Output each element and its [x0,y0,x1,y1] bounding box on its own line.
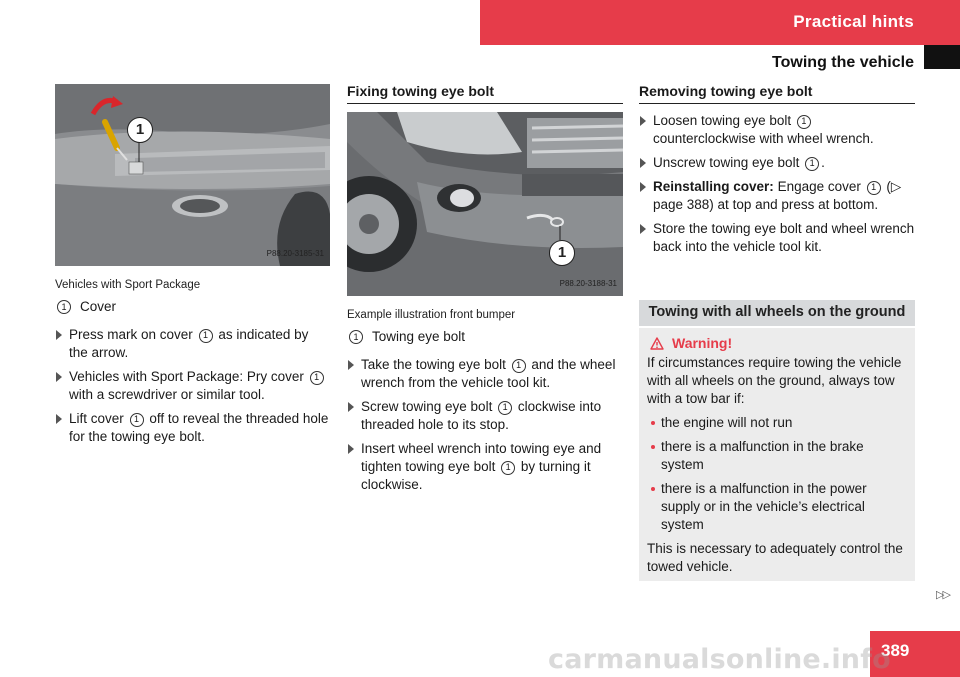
step-1 [347,356,623,392]
step-text: with a screwdriver or similar tool. [69,387,265,402]
step-ref-number: 1 [501,461,515,475]
photo-code: P88.20-3188-31 [559,279,617,288]
step-text: and the wheel wrench from the vehicle tool kit. [361,357,616,390]
step-3 [347,440,623,494]
photo-caption: Example illustration front bumper [347,309,516,321]
step-ref-number: 1 [797,115,811,129]
step-3 [639,178,915,214]
section-title-removing: Removing towing eye bolt [639,82,915,104]
photo-rear-bumper [55,84,330,266]
step-3 [55,410,330,446]
box-title-towing: Towing with all wheels on the ground [639,300,915,326]
header-subsection-title: Towing the vehicle [772,54,914,71]
step-text: Lift cover [69,411,124,426]
step-ref-number: 1 [805,157,819,171]
step-text: Take the towing eye bolt [361,357,506,372]
column-fixing [347,82,623,494]
step-2 [55,368,330,404]
column-removing [639,82,915,581]
legend-item [55,298,330,316]
warning-triangle-icon [650,337,664,350]
next-page-arrow-icon: ▷▷ [936,589,949,601]
page-number: 389 [881,641,910,660]
photo-code: P88.20-3185-31 [266,249,324,258]
warning-item: there is a malfunction in the power supply or in the vehicle’s electrical system [647,480,907,534]
step-text: off to reveal the threaded hole for the towing eye bolt. [69,411,329,444]
column-cover [55,84,330,446]
photo-caption: Vehicles with Sport Package [55,279,201,291]
step-text: Screw towing eye bolt [361,399,493,414]
photo-marker-1: 1 [127,117,153,143]
warning-intro: If circumstances require towing the vehicle with all wheels on the ground, always tow with a tow bar if: [647,355,902,406]
step-text: counterclockwise with wheel wrench. [653,131,874,146]
step-ref-number: 1 [867,181,881,195]
legend-label: Cover [80,299,117,314]
photo-marker-1: 1 [549,240,575,266]
step-text: by turning it clockwise. [361,459,591,492]
watermark: carmanualsonline.info [548,644,891,675]
photo-front-bumper [347,112,623,296]
header-section-band [480,0,960,45]
warning-item: the engine will not run [647,414,907,432]
step-text: Vehicles with Sport Package: Pry cover [69,369,304,384]
step-ref-number: 1 [498,401,512,415]
step-4 [639,220,915,256]
step-ref-number: 1 [130,413,144,427]
warning-outro: This is necessary to adequately control the towed vehicle. [647,541,903,574]
rear-bumper-illustration [55,84,330,266]
step-2 [347,398,623,434]
step-text: Store the towing eye bolt and wheel wrench back into the vehicle tool kit. [653,221,915,254]
header-section-title: Practical hints [793,12,914,31]
step-text: . [821,155,825,170]
step-bold-label: Reinstalling cover: [653,179,774,194]
step-text: (▷ page 388) at top and press at bottom. [653,179,902,212]
section-title-fixing: Fixing towing eye bolt [347,82,623,104]
step-1 [639,112,915,148]
warning-box [639,328,915,581]
step-2 [639,154,915,172]
step-ref-number: 1 [199,329,213,343]
step-text: Insert wheel wrench into towing eye and tighten towing eye bolt [361,441,602,474]
legend-number: 1 [57,300,71,314]
legend-number: 1 [349,330,363,344]
warning-label: Warning! [672,335,733,351]
step-text: Engage cover [777,179,861,194]
warning-item: there is a malfunction in the brake system [647,438,907,474]
header-black-tab [924,45,960,69]
step-1 [55,326,330,362]
step-text: clockwise into threaded hole to its stop. [361,399,602,432]
step-text: as indicated by the arrow. [69,327,309,360]
warning-heading [647,334,907,352]
legend-label: Towing eye bolt [372,329,466,344]
step-ref-number: 1 [512,359,526,373]
front-bumper-illustration [347,112,623,296]
step-text: Press mark on cover [69,327,193,342]
legend-item [347,328,623,346]
step-ref-number: 1 [310,371,324,385]
step-text: Unscrew towing eye bolt [653,155,800,170]
step-text: Loosen towing eye bolt [653,113,792,128]
